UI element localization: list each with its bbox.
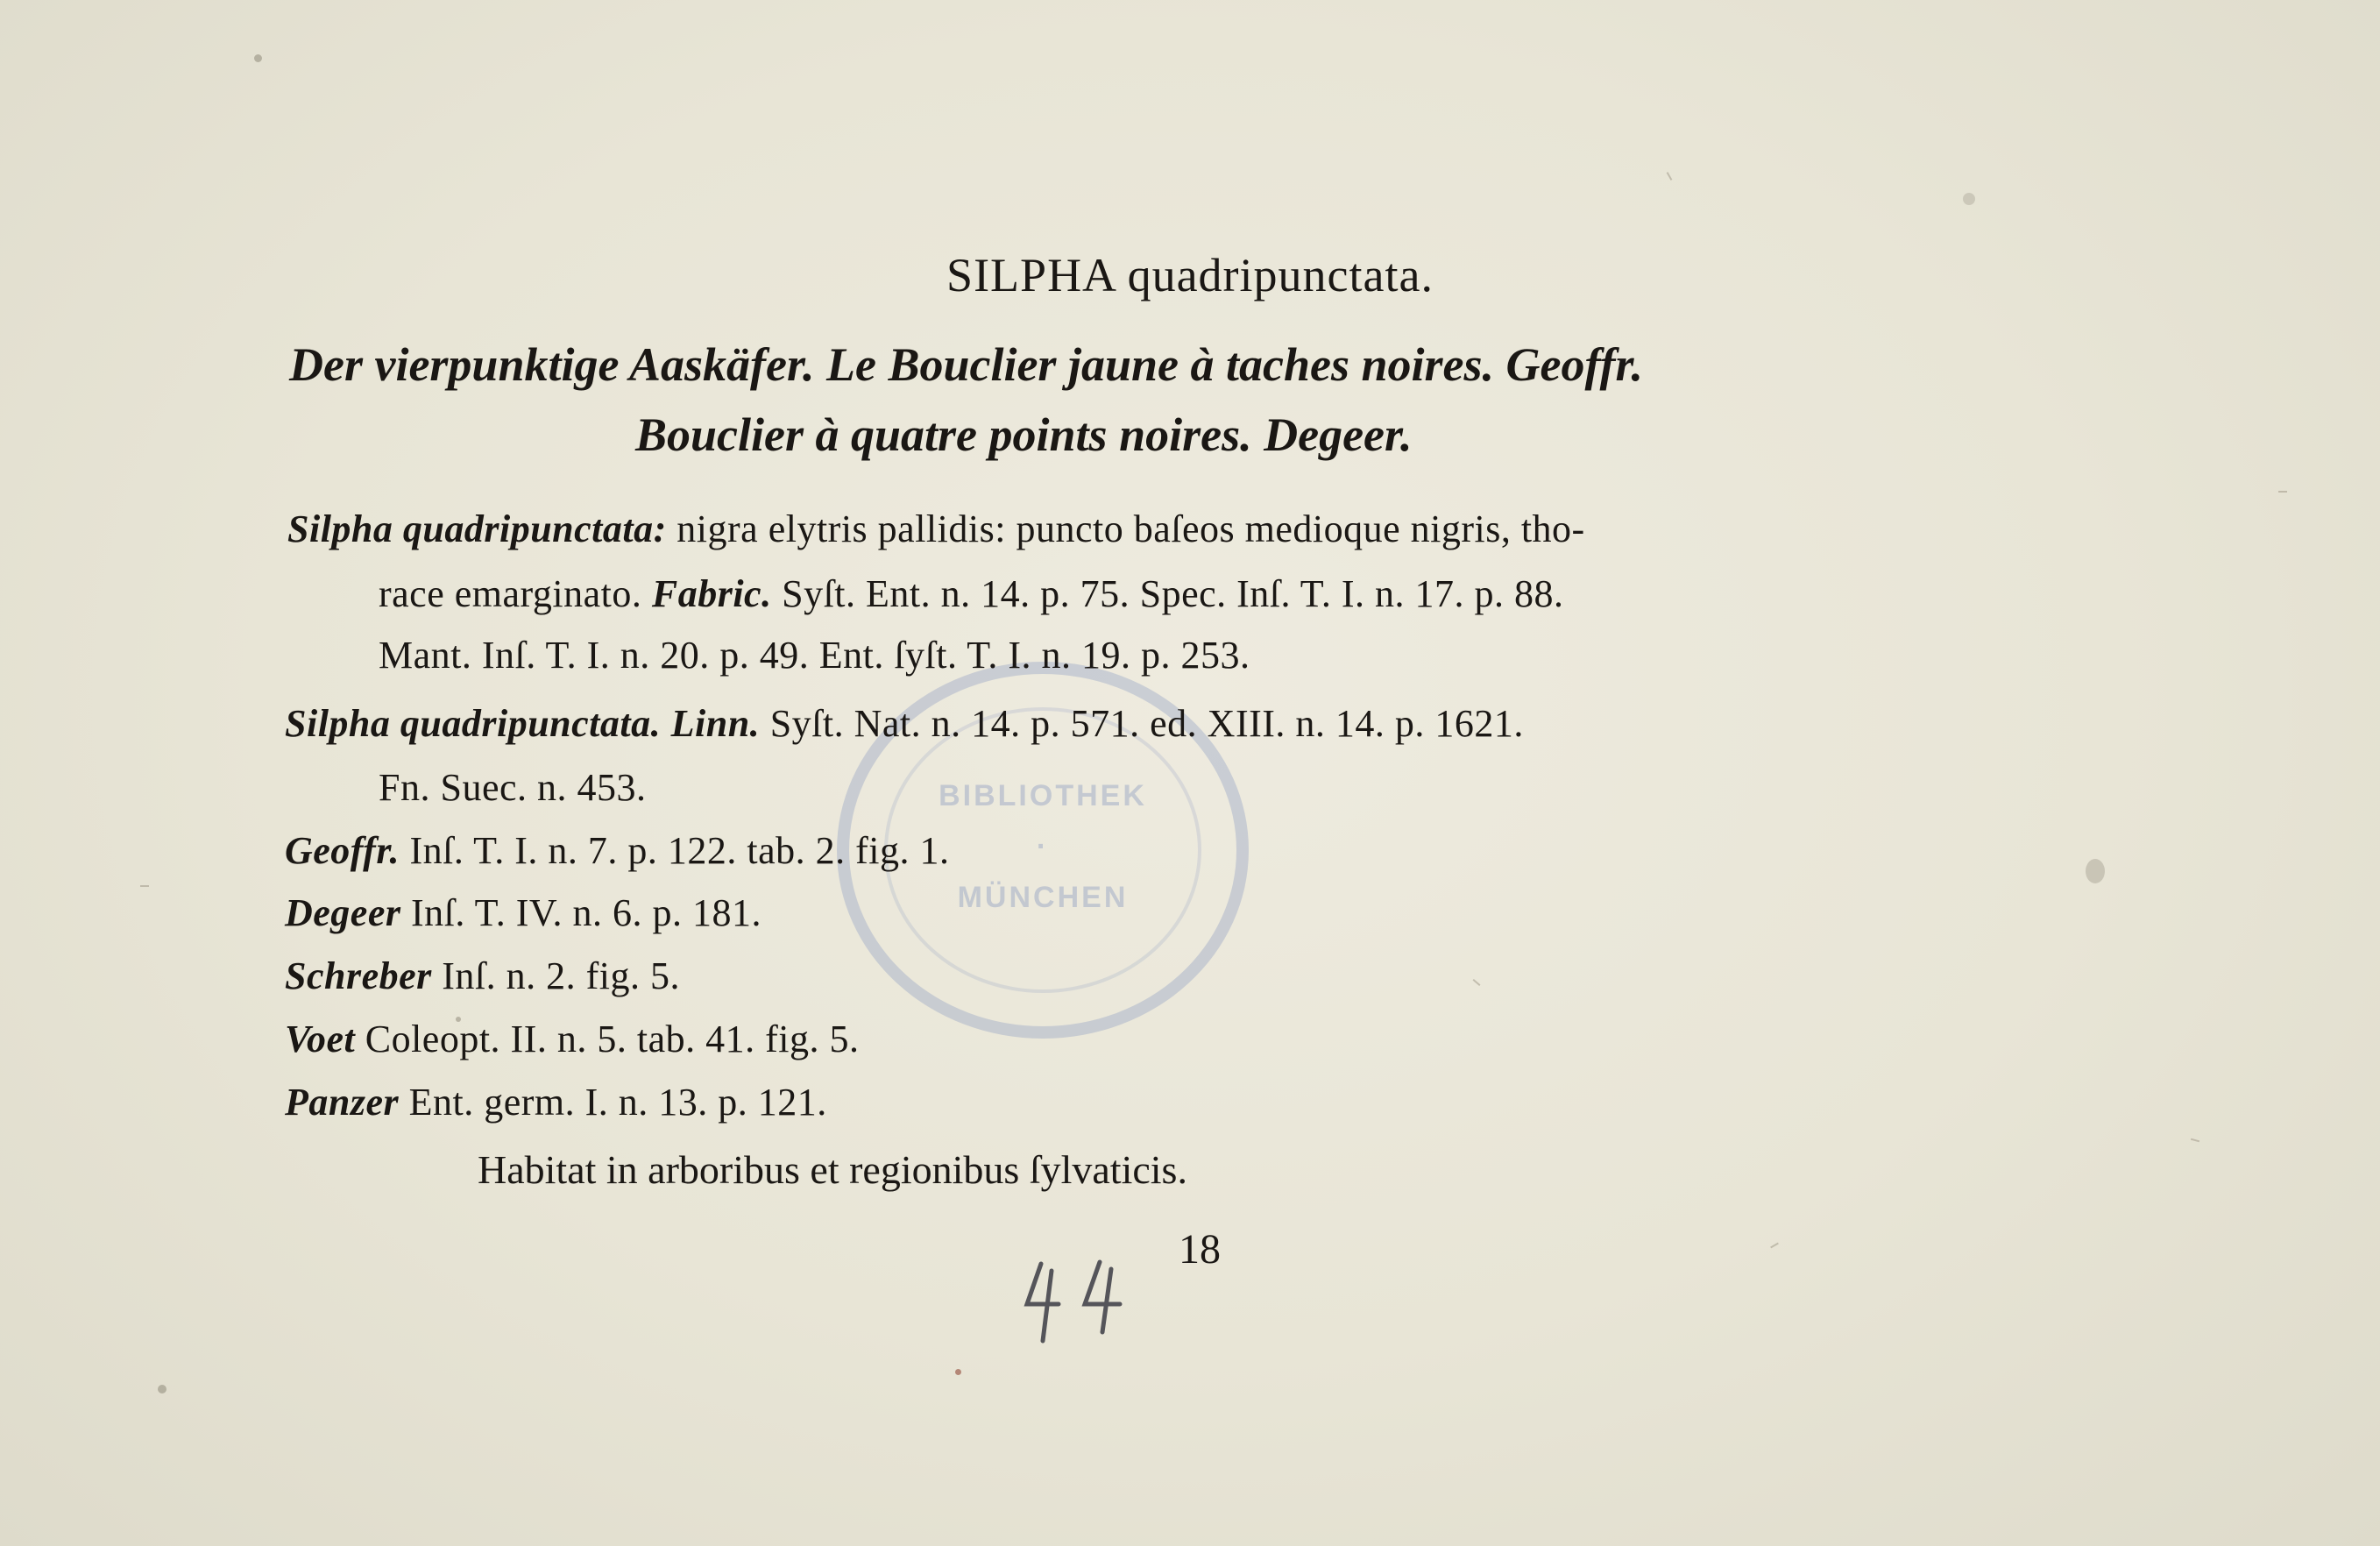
- paper-speck: [1963, 193, 1975, 205]
- paper-speck: [955, 1369, 961, 1375]
- reference-line: [379, 571, 1564, 616]
- reference-text: Inſ. n. 2. fig. 5.: [431, 954, 681, 997]
- paper-fleck: [2191, 1138, 2199, 1143]
- reference-line: [285, 1080, 827, 1124]
- paper-speck: [158, 1385, 166, 1394]
- page-number: 18: [1179, 1226, 1221, 1273]
- stamp-text: BIBLIOTHEK: [939, 779, 1147, 812]
- reference-text: Syſt. Nat. n. 14. p. 571. ed. XIII. n. 14. p. 1621.: [760, 702, 1524, 745]
- reference-text: Mant. Inſ. T. I. n. 20. p. 49. Ent. ſyſt. T. I. n. 19. p. 253.: [379, 634, 1250, 677]
- common-names-line-1: Der vierpunktige Aaskäfer. Le Bouclier jaune à taches noires. Geoffr.: [289, 338, 1643, 391]
- reference-author: Fabric.: [651, 572, 772, 615]
- reference-line: [285, 954, 680, 998]
- reference-author: Silpha quadripunctata:: [287, 507, 667, 550]
- reference-text: Inſ. T. I. n. 7. p. 122. tab. 2. fig. 1.: [400, 829, 950, 872]
- reference-author: Geoffr.: [285, 829, 400, 872]
- paper-speck: [254, 54, 262, 62]
- reference-text: [661, 702, 671, 745]
- reference-author: Degeer: [285, 891, 401, 934]
- pencil-mark: [1016, 1253, 1130, 1350]
- reference-text: nigra elytris pallidis: puncto baſeos medioque nigris, tho-: [666, 507, 1585, 550]
- pencil-stroke: [1085, 1262, 1120, 1332]
- reference-line: [379, 633, 1250, 677]
- paper-fleck: [1667, 172, 1673, 181]
- reference-line: [285, 890, 761, 935]
- reference-text: Ent. germ. I. n. 13. p. 121.: [399, 1081, 827, 1124]
- reference-line: [285, 1017, 860, 1061]
- page-title: SILPHA quadripunctata.: [946, 249, 1434, 301]
- pencil-stroke: [1027, 1264, 1059, 1341]
- stamp-text: ·: [1036, 830, 1050, 863]
- reference-author: Silpha quadripunctata.: [285, 702, 662, 745]
- paper-fleck: [1770, 1243, 1779, 1249]
- reference-text: Fn. Suec. n. 453.: [379, 766, 647, 809]
- reference-text: Syſt. Ent. n. 14. p. 75. Spec. Inſ. T. I. n. 17. p. 88.: [771, 572, 1564, 615]
- habitat-line: Habitat in arboribus et regionibus ſylvaticis.: [478, 1147, 1187, 1192]
- paper-fleck: [1473, 979, 1481, 986]
- reference-text: Coleopt. II. n. 5. tab. 41. fig. 5.: [355, 1018, 860, 1060]
- reference-line: [285, 828, 950, 873]
- reference-author: Voet: [285, 1018, 356, 1060]
- reference-line: [287, 507, 1585, 551]
- reference-line: [285, 701, 1524, 746]
- paper-speck: [2086, 859, 2105, 883]
- reference-author: Panzer: [285, 1081, 400, 1124]
- stamp-text: MÜNCHEN: [957, 881, 1129, 914]
- paper-fleck: [2278, 491, 2287, 493]
- reference-author: Linn.: [670, 702, 761, 745]
- reference-text: race emarginato.: [379, 572, 652, 615]
- reference-line: [379, 765, 647, 810]
- common-names-line-2: Bouclier à quatre points noires. Degeer.: [635, 408, 1413, 461]
- reference-author: Schreber: [285, 954, 432, 997]
- paper-fleck: [140, 885, 149, 887]
- reference-text: Inſ. T. IV. n. 6. p. 181.: [400, 891, 761, 934]
